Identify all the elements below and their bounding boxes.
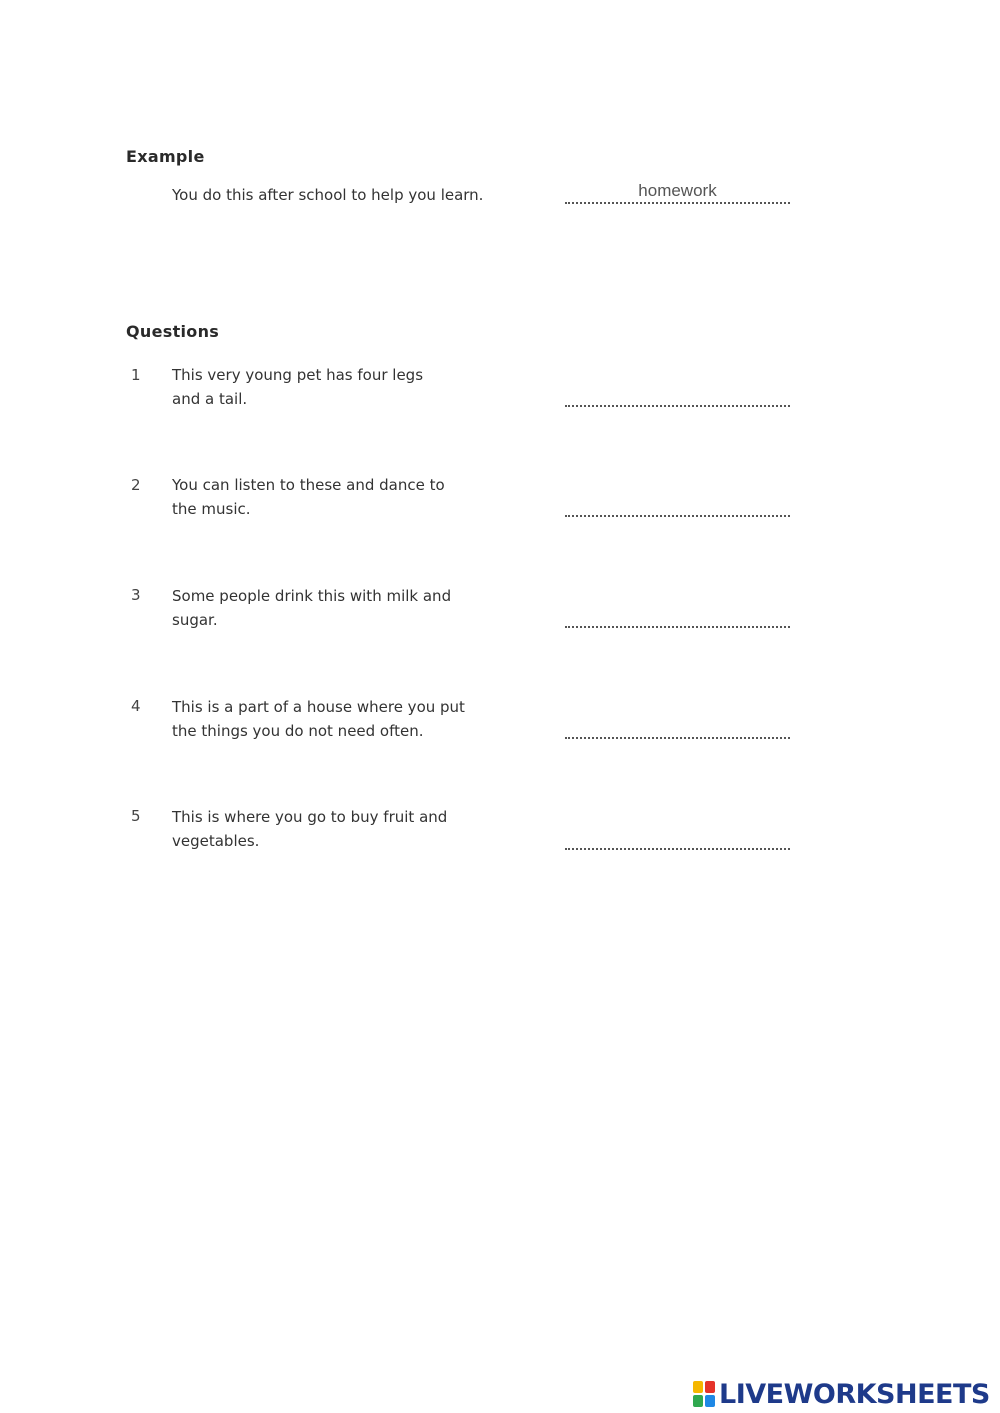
answer-input-1[interactable] bbox=[565, 382, 790, 406]
question-line: This is where you go to buy fruit and bbox=[172, 808, 448, 826]
question-text bbox=[172, 473, 532, 521]
question-number: 5 bbox=[131, 807, 141, 825]
question-number: 3 bbox=[131, 586, 141, 604]
liveworksheets-logo bbox=[693, 1379, 990, 1409]
question-number: 2 bbox=[131, 476, 141, 494]
logo-mark-icon bbox=[693, 1381, 715, 1407]
question-line: the music. bbox=[172, 500, 251, 518]
question-text bbox=[172, 584, 532, 632]
question-text bbox=[172, 805, 532, 853]
question-number: 1 bbox=[131, 366, 141, 384]
question-text bbox=[172, 695, 532, 743]
question-line: This is a part of a house where you put bbox=[172, 698, 465, 716]
questions-heading: Questions bbox=[126, 322, 220, 341]
question-number: 4 bbox=[131, 697, 141, 715]
question-line: You can listen to these and dance to bbox=[172, 476, 445, 494]
answer-input-3[interactable] bbox=[565, 603, 790, 627]
question-line: and a tail. bbox=[172, 390, 248, 408]
question-line: Some people drink this with milk and bbox=[172, 587, 452, 605]
logo-text: LIVEWORKSHEETS bbox=[719, 1378, 990, 1410]
question-line: vegetables. bbox=[172, 832, 260, 850]
question-line: sugar. bbox=[172, 611, 218, 629]
answer-input-4[interactable] bbox=[565, 714, 790, 738]
question-line: the things you do not need often. bbox=[172, 722, 424, 740]
example-text: You do this after school to help you learn. bbox=[172, 186, 484, 204]
question-text bbox=[172, 363, 532, 411]
question-line: This very young pet has four legs bbox=[172, 366, 424, 384]
example-answer-input[interactable] bbox=[565, 179, 790, 203]
answer-input-2[interactable] bbox=[565, 492, 790, 516]
example-heading: Example bbox=[126, 147, 205, 166]
answer-input-5[interactable] bbox=[565, 825, 790, 849]
